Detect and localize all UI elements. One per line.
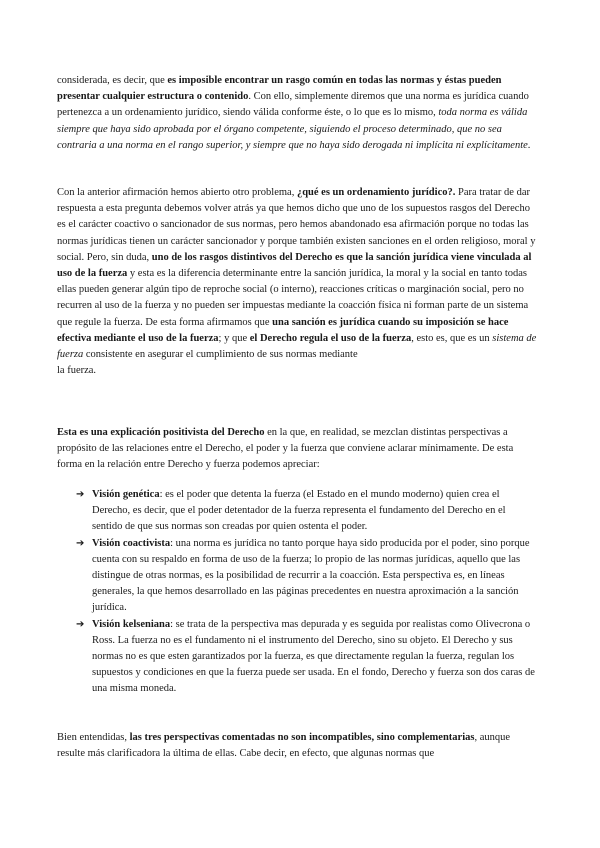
p4-text-1: Bien entendidas,	[57, 732, 130, 743]
p2-text-2: Para tratar de dar respuesta a esta pregunta debemos volver atrás ya que hemos dicho que uno de los supuestos rasgos del Derecho es el carácter coactivo o sancionador de sus normas, pero hemos abandonado esa afirmación porque no todas las normas jurídicas tienen un carácter sancionador y porque también existen sanciones en el orden religioso, moral y social. Pero, sin duda,	[57, 187, 536, 263]
p1-bold-1: es imposible encontrar un rasgo común en todas las normas y éstas pueden presentar cualquier estructura o contenido	[57, 75, 502, 103]
arrow-icon: ➔	[76, 489, 85, 500]
list-item-label: Visión coactivista	[92, 537, 171, 549]
p1-text-3: .	[527, 139, 531, 151]
p2-bold-4: el Derecho regula el uso de la fuerza	[249, 332, 412, 344]
list-item-text: : es el poder que detenta la fuerza (el Estado en el mundo moderno) quien crea el Derecho, es decir, que el poder detentador de la fuerza representa el fundamento del Derecho en el sentido de que sus normas son creadas por quien ostenta el poder.	[92, 489, 506, 533]
p2-text-7: la fuerza.	[57, 365, 97, 377]
list-item-label: Visión kelseniana	[92, 618, 171, 630]
paragraph-validity	[57, 73, 537, 154]
p3-bold-1: Esta es una explicación positivista del Derecho	[57, 427, 265, 438]
list-item-text: : una norma es jurídica no tanto porque haya sido producida por el poder, sino porque cuenta con su respaldo en forma de uso de la fuerza; lo propio de las normas jurídicas, aquello que las distingue de otras normas, es la posibilidad de recurrir a la coacción. Esta perspectiva es, en líneas generales, la que hemos desarrollado en las páginas precedentes en nuestra aproximación a la sanción jurídica.	[92, 537, 530, 614]
p2-text-4: ; y que	[218, 332, 250, 344]
p2-italic-1: sistema de fuerza	[57, 332, 537, 361]
paragraph-positivista	[57, 425, 537, 474]
perspectives-list	[76, 487, 538, 698]
p2-bold-2: uno de los rasgos distintivos del Derecho es que la sanción jurídica viene vinculada al uso de la fuerza	[57, 251, 532, 280]
p2-text-3: y esta es la diferencia determinante entre la sanción jurídica, la moral y la social en tanto todas ellas pueden generar algún tipo de reproche social (o interno), reacciones críticas o marginación social, pero no recurren al uso de la fuerza y no pueden ser impuestas mediante la coacción física ni forman parte de un sistema que regule la fuerza. De esta forma afirmamos que	[57, 268, 529, 328]
p2-text-6: consistente en asegurar el cumplimiento de sus normas mediante	[83, 349, 358, 361]
p1-text-2: . Con ello, simplemente diremos que una norma es jurídica cuando pertenezca a un ordenamiento jurídico, siendo válida conforme éste, o lo que es lo mismo,	[57, 91, 529, 119]
p3-text-1: en la que, en realidad, se mezclan distintas perspectivas a propósito de las relaciones entre el Derecho, el poder y la fuerza que conviene aclarar mínimamente. De esta forma en la relación entre Derecho y fuerza podemos apreciar:	[57, 427, 514, 471]
p4-text-2: , aunque resulte más clarificadora la última de ellas. Cabe decir, en efecto, que algunas normas que	[57, 732, 511, 760]
p4-bold-1: las tres perspectivas comentadas no son incompatibles, sino complementarias	[129, 732, 475, 743]
list-item-text: : se trata de la perspectiva mas depurada y es seguida por realistas como Olivecrona o Ross. La fuerza no es el fundamento ni el instrumento del Derecho, sino su objeto. El Derecho y sus normas no es que esten garantizados por la fuerza, es que directamente regulan la fuerza, regulan los supuestos y condiciones en que la fuerza puede ser usada. En el fondo, Derecho y fuerza son dos caras de una misma moneda.	[92, 618, 535, 695]
p1-text-1: considerada, es decir, que	[57, 75, 168, 86]
list-item-coactivista	[76, 536, 538, 617]
p2-text-1: Con la anterior afirmación hemos abierto otro problema,	[57, 187, 297, 198]
arrow-icon: ➔	[76, 537, 85, 549]
p2-text-5: , esto es, que es un	[411, 332, 493, 344]
list-item-genetica	[76, 487, 538, 536]
list-item-label: Visión genética	[92, 489, 160, 500]
paragraph-conclusion	[57, 730, 537, 762]
paragraph-ordenamiento	[57, 185, 537, 379]
p1-italic-1: toda norma es válida siempre que haya sido aprobada por el órgano competente, siguiendo el proceso determinado, que no sea contraria a una norma en el rango superior, y siempre que no haya sido derogada ni implícita ni explícitamente	[57, 107, 528, 151]
list-item-kelseniana	[76, 617, 538, 698]
p2-bold-1: ¿qué es un ordenamiento jurídico?.	[296, 187, 456, 198]
p2-bold-3: una sanción es jurídica cuando su imposición se hace efectiva mediante el uso de la fuerza	[57, 316, 509, 344]
arrow-icon: ➔	[76, 618, 85, 630]
